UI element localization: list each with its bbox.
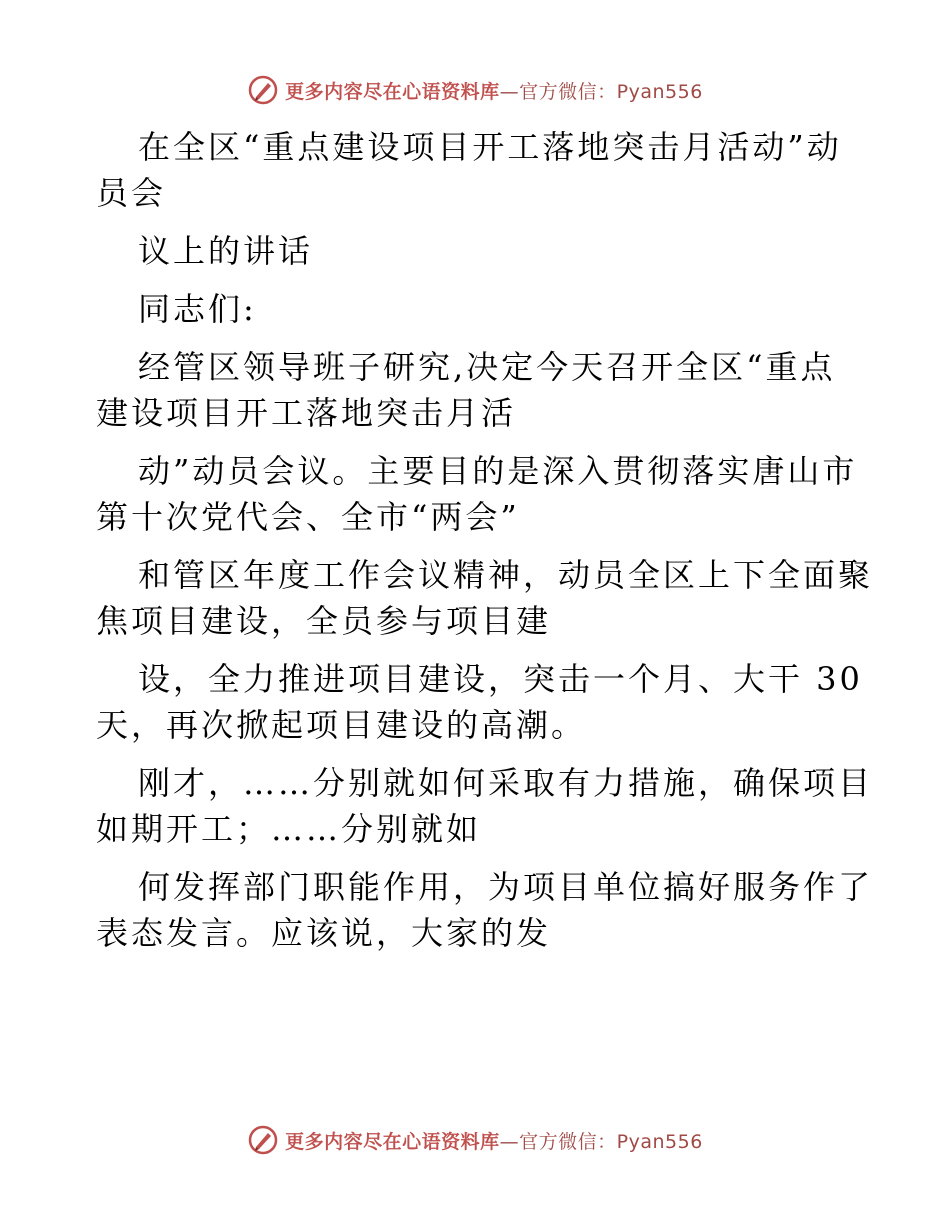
watermark-separator: — [499, 80, 520, 103]
paragraph-line: 刚才，……分别就如何采取有力措施，确保项目 [138, 764, 874, 802]
document-body [96, 124, 874, 956]
paragraph-line: 动”动员会议。主要目的是深入贯彻落实唐山市 [138, 452, 858, 490]
paragraph-line: 表态发言。应该说，大家的发 [96, 914, 552, 952]
watermark-separator: — [499, 1130, 520, 1153]
salutation: 同志们: [138, 290, 257, 328]
paragraph-line: 如期开工；……分别就如 [96, 810, 482, 848]
title-line-1: 在全区“重点建设项目开工落地突击月活动”动 [138, 128, 842, 166]
paragraph-line: 天，再次掀起项目建设的高潮。 [96, 706, 587, 744]
watermark-text [285, 1127, 703, 1154]
paragraph-line: 第十次党代会、全市“两会” [96, 498, 520, 536]
watermark-main: 更多内容尽在心语资料库 [285, 1130, 500, 1153]
paragraph-line: 经管区领导班子研究,决定今天召开全区“重点 [138, 348, 836, 386]
watermark-group [247, 74, 703, 106]
paragraph-line: 和管区年度工作会议精神，动员全区上下全面聚 [138, 556, 874, 594]
watermark-main: 更多内容尽在心语资料库 [285, 80, 500, 103]
title-line-3: 议上的讲话 [138, 232, 314, 270]
watermark-wechat: 官方微信：Pyan556 [519, 80, 703, 103]
watermark-group [247, 1124, 703, 1156]
title-line-2: 员会 [96, 174, 167, 212]
pen-circle-logo-icon [247, 74, 279, 106]
pen-circle-logo-icon [247, 1124, 279, 1156]
watermark-wechat: 官方微信：Pyan556 [519, 1130, 703, 1153]
paragraph-line: 设，全力推进项目建设，突击一个月、大干 30 [138, 660, 863, 698]
watermark-text [285, 77, 703, 104]
paragraph-line: 建设项目开工落地突击月活 [96, 394, 517, 432]
paragraph-line: 焦项目建设，全员参与项目建 [96, 602, 552, 640]
paragraph-line: 何发挥部门职能作用，为项目单位搞好服务作了 [138, 868, 874, 906]
footer-watermark [0, 1120, 950, 1160]
header-watermark [0, 70, 950, 110]
